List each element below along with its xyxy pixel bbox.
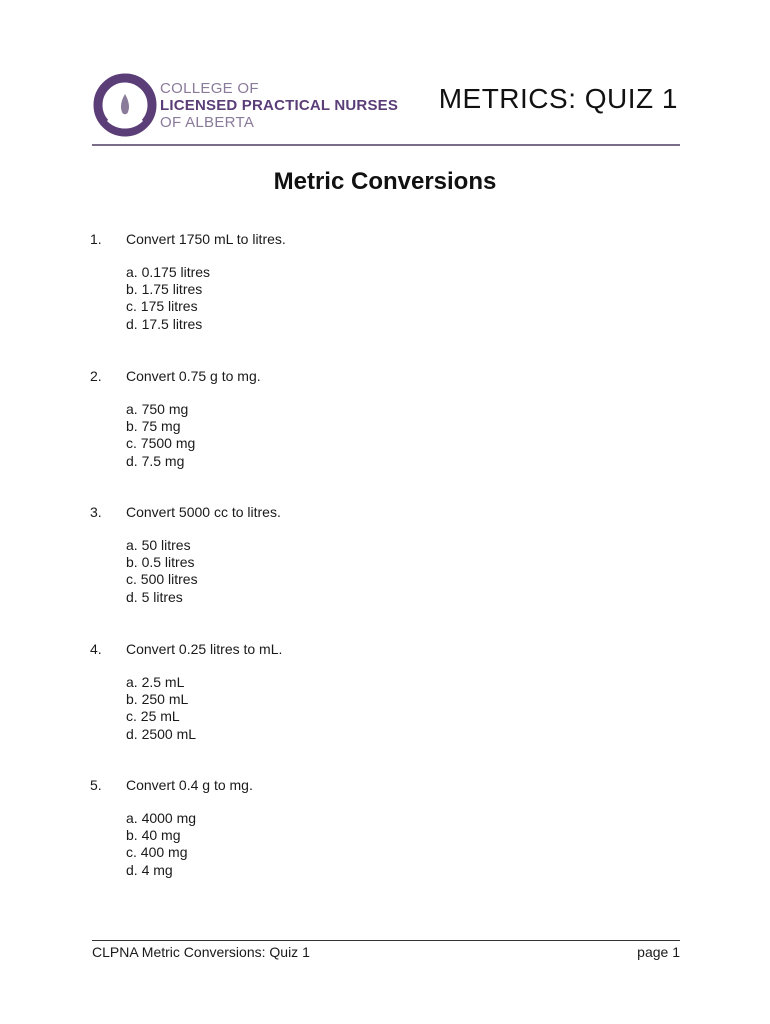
header-divider <box>92 144 680 146</box>
question-text: Convert 0.4 g to mg. <box>126 777 253 793</box>
answer-option: b. 250 mL <box>126 691 189 708</box>
question-number: 5. <box>90 777 102 793</box>
flame-ring-logo-icon <box>92 72 158 138</box>
question-text: Convert 5000 cc to litres. <box>126 504 281 520</box>
document-title: METRICS: QUIZ 1 <box>438 83 678 114</box>
logo-line-2: LICENSED PRACTICAL NURSES <box>160 96 399 114</box>
answer-option: c. 7500 mg <box>126 435 196 452</box>
question-number: 1. <box>90 231 102 247</box>
footer-divider <box>92 940 680 941</box>
answer-option: a. 4000 mg <box>126 810 197 826</box>
answer-option: c. 400 mg <box>126 844 188 861</box>
answer-option: b. 0.5 litres <box>126 554 195 571</box>
logo-line-3: OF ALBERTA <box>160 113 255 131</box>
answer-option: b. 1.75 litres <box>126 281 203 298</box>
question-number: 4. <box>90 641 102 657</box>
answer-option: d. 2500 mL <box>126 725 197 742</box>
answer-option: c. 500 litres <box>126 571 198 588</box>
question-number: 3. <box>90 504 102 520</box>
answer-options <box>126 674 196 743</box>
answer-option: d. 4 mg <box>126 861 173 878</box>
answer-option: d. 7.5 mg <box>126 452 185 469</box>
answer-options <box>126 401 195 470</box>
question-text: Convert 1750 mL to litres. <box>126 231 286 247</box>
answer-option: d. 17.5 litres <box>126 315 203 332</box>
answer-option: a. 50 litres <box>126 537 191 553</box>
answer-option: c. 25 mL <box>126 708 180 725</box>
answer-option: b. 75 mg <box>126 418 181 435</box>
answer-option: b. 40 mg <box>126 827 181 844</box>
section-title: Metric Conversions <box>273 168 497 195</box>
answer-option: a. 2.5 mL <box>126 674 185 690</box>
question-text: Convert 0.75 g to mg. <box>126 368 261 384</box>
question-number: 2. <box>90 368 102 384</box>
answer-option: c. 175 litres <box>126 298 198 315</box>
answer-options <box>126 537 198 606</box>
footer-title: CLPNA Metric Conversions: Quiz 1 <box>92 944 310 960</box>
answer-option: a. 750 mg <box>126 401 189 417</box>
answer-option: a. 0.175 litres <box>126 264 211 280</box>
logo-line-1: COLLEGE OF <box>160 79 259 97</box>
answer-option: d. 5 litres <box>126 588 183 605</box>
organization-logo <box>92 72 398 138</box>
page-number: page 1 <box>637 944 680 960</box>
answer-options <box>126 264 210 333</box>
answer-options <box>126 810 196 879</box>
question-text: Convert 0.25 litres to mL. <box>126 641 283 657</box>
